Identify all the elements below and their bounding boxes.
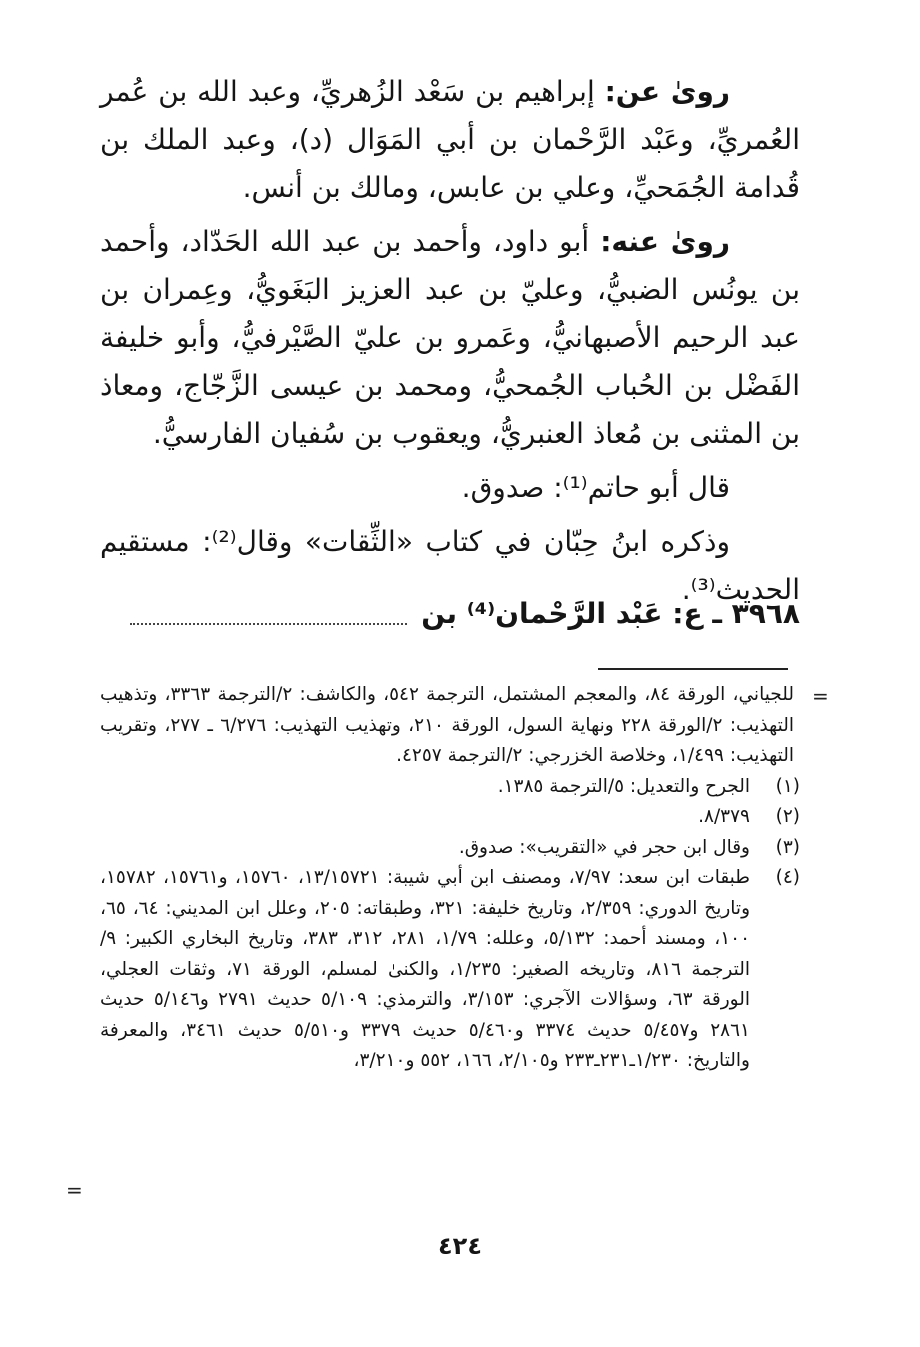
footnote-text: الجرح والتعديل: ٥/الترجمة ١٣٨٥.: [497, 775, 750, 797]
footnote-1: [100, 772, 800, 803]
abu-hatim-statement: قال أبو حاتم⁽¹⁾: صدوق.: [461, 471, 730, 504]
footnote-text: طبقات ابن سعد: ٧/٩٧، ومصنف ابن أبي شيبة: ١٣/١٥٧٢١، ١٥٧٦٠، و١٥٧٦١، ١٥٧٨٢، وتاريخ الدوري: ٢/٣٥٩، وتاريخ خليفة: ٣٢١، وطبقاته: ٢٠٥، وعلل ابن المديني: ٦٤، ٦٥، ١٠٠، ومسند أحمد: ٥/١٣٢، وعلله: ١/٧٩، ٢٨١، ٣١٢، ٣٨٣، وتاريخ البخاري الكبير: ٩/الترجمة ٨١٦، وتاريخه الصغير: ١/٢٣٥، والكنىٰ لمسلم، الورقة ٧١، وثقات العجلي، الورقة ٦٣، وسؤالات الآجري: ٣/١٥٣، والترمذي: ٥/١٠٩ حديث ٢٧٩١ و٥/١٤٦ حديث ٢٨٦١ و٥/٤٥٧ حديث ٣٣٧٤ و٥/٤٦٠ حديث ٣٣٧٩ و٥/٥١٠ حديث ٣٤٦١، والمعرفة والتاريخ: ١/٢٣٠ـ٢٣١ـ٢٣٣ و٢/١٠٥، ١٦٦، ٥٥٢ و٣/٢١٠،: [100, 867, 751, 1071]
dotted-leader: [130, 603, 407, 625]
footnote-2: [100, 802, 800, 833]
footnote-3: [100, 833, 800, 864]
narrated-by-paragraph: [100, 218, 800, 458]
footnote-text: ٨/٣٧٩.: [698, 806, 750, 827]
footnotes: [100, 680, 800, 1077]
footnote-continuation: للجياني، الورقة ٨٤، والمعجم المشتمل، الترجمة ٥٤٢، والكاشف: ٢/الترجمة ٣٣٦٣، وتذهيب التهذيب: ٢/الورقة ٢٢٨ ونهاية السول، الورقة ٢١٠، وتهذيب التهذيب: ٦/٢٧٦ ـ ٢٧٧، وتقريب التهذيب: ١/٤٩٩، وخلاصة الخزرجي: ٢/الترجمة ٤٢٥٧.: [100, 684, 794, 766]
ibn-hibban-statement: وذكره ابنُ حِبّان في كتاب «الثِّقات» وقال⁽²⁾: مستقيم الحديث⁽³⁾.: [100, 525, 800, 606]
footnote-number: (٢): [775, 806, 800, 827]
footnote-number: (٤): [775, 867, 800, 888]
footnote-number: (٣): [775, 836, 800, 858]
continuation-mark-start: =: [812, 684, 829, 708]
narrated-from-text: إبراهيم بن سَعْد الزُهريِّ، وعبد الله بن عُمر العُمريِّ، وعَبْد الرَّحْمان بن أبي المَوَال (د)، وعبد الملك بن قُدامة الجُمَحيِّ، وعلي بن عابس، ومالك بن أنس.: [100, 75, 800, 204]
page-number: ٤٢٤: [438, 1232, 482, 1260]
narrated-from-label: روىٰ عن:: [604, 75, 730, 108]
narrated-from-paragraph: [100, 68, 800, 212]
next-entry-heading: [130, 592, 800, 636]
footnote-text: وقال ابن حجر في «التقريب»: صدوق.: [458, 836, 750, 858]
footnote-number: (١): [775, 775, 800, 797]
narrated-by-text: أبو داود، وأحمد بن عبد الله الحَدّاد، وأحمد بن يونُس الضبيُّ، وعليّ بن عبد العزيز البَغَويُّ، وعِمران بن عبد الرحيم الأصبهانيُّ، وعَمرو بن عليّ الصَّيْرفيُّ، وأبو خليفة الفَضْل بن الحُباب الجُمحيُّ، ومحمد بن عيسى الزَّجّاج، ومعاذ بن المثنى بن مُعاذ العنبريُّ، ويعقوب بن سُفيان الفارسيُّ.: [100, 225, 800, 450]
footnote-4: [100, 863, 800, 1077]
main-text: [100, 68, 800, 620]
footnote-separator: [598, 668, 788, 670]
continuation-mark-end: =: [66, 1178, 83, 1202]
narrated-by-label: روىٰ عنه:: [600, 225, 730, 258]
next-entry-text: ٣٩٦٨ ـ ع: عَبْد الرَّحْمان⁽⁴⁾ بن: [421, 597, 800, 630]
